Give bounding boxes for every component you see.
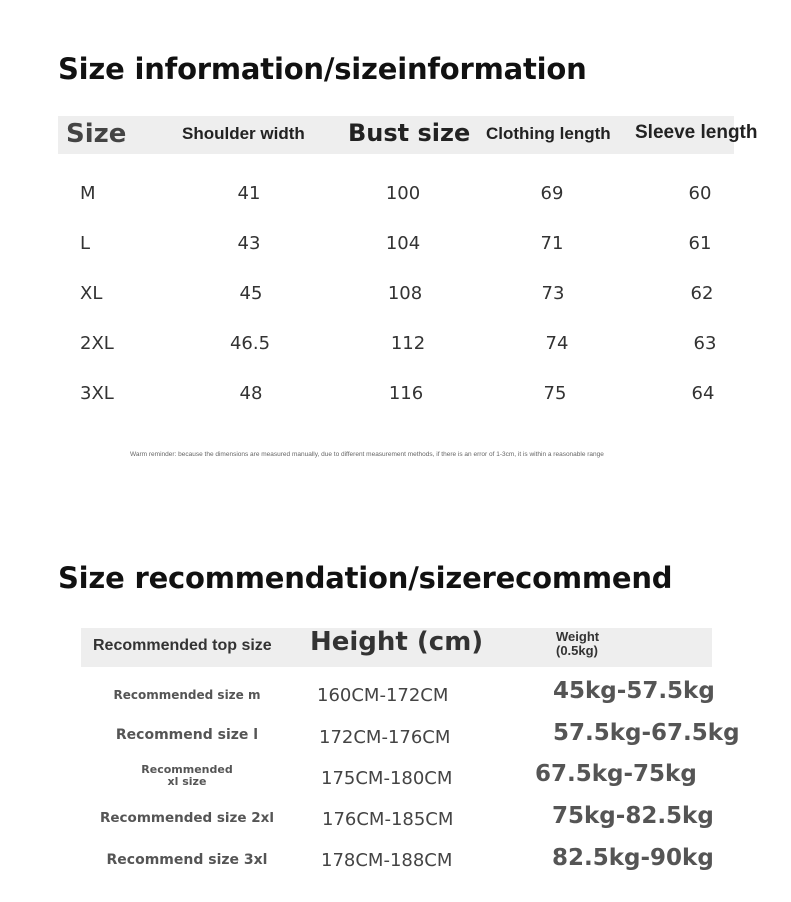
rec-label-xl-line1: Recommended bbox=[141, 763, 233, 776]
length-cell-m: 69 bbox=[540, 183, 564, 204]
rec-weight-xl: 67.5kg-75kg bbox=[535, 761, 697, 787]
header-weight-line1: Weight bbox=[556, 629, 600, 644]
size-rec-title: Size recommendation/sizerecommend bbox=[58, 561, 673, 595]
sleeve-cell-2xl: 63 bbox=[693, 333, 717, 354]
sleeve-cell-3xl: 64 bbox=[691, 383, 715, 404]
size-cell-2xl: 2XL bbox=[80, 333, 114, 354]
header-bust-size: Bust size bbox=[348, 119, 471, 147]
sleeve-cell-m: 60 bbox=[688, 183, 712, 204]
size-cell-3xl: 3XL bbox=[80, 383, 114, 404]
rec-weight-3xl: 82.5kg-90kg bbox=[552, 845, 714, 871]
length-cell-2xl: 74 bbox=[545, 333, 569, 354]
length-cell-3xl: 75 bbox=[543, 383, 567, 404]
shoulder-cell-xl: 45 bbox=[239, 283, 263, 304]
rec-label-m: Recommended size m bbox=[113, 688, 261, 702]
shoulder-cell-m: 41 bbox=[237, 183, 261, 204]
size-cell-xl: XL bbox=[80, 283, 103, 304]
rec-label-3xl: Recommend size 3xl bbox=[106, 852, 268, 868]
header-sleeve-length: Sleeve length bbox=[635, 122, 758, 143]
size-cell-m: M bbox=[80, 183, 96, 204]
rec-height-2xl: 176CM-185CM bbox=[322, 809, 454, 830]
header-weight-line2: (0.5kg) bbox=[556, 643, 598, 658]
rec-label-xl bbox=[141, 764, 232, 788]
bust-cell-2xl: 112 bbox=[390, 333, 426, 354]
header-recommended-top-size: Recommended top size bbox=[93, 637, 272, 654]
header-shoulder-width: Shoulder width bbox=[182, 124, 305, 143]
header-size: Size bbox=[66, 119, 127, 149]
size-cell-l: L bbox=[80, 233, 91, 254]
rec-height-m: 160CM-172CM bbox=[317, 685, 449, 706]
shoulder-cell-3xl: 48 bbox=[239, 383, 263, 404]
rec-label-l: Recommend size l bbox=[115, 727, 259, 743]
rec-label-2xl: Recommended size 2xl bbox=[99, 810, 275, 826]
bust-cell-l: 104 bbox=[385, 233, 421, 254]
header-weight bbox=[556, 630, 599, 658]
shoulder-cell-l: 43 bbox=[237, 233, 261, 254]
rec-weight-l: 57.5kg-67.5kg bbox=[553, 720, 740, 746]
header-height: Height (cm) bbox=[310, 627, 484, 657]
bust-cell-3xl: 116 bbox=[388, 383, 424, 404]
rec-height-3xl: 178CM-188CM bbox=[321, 850, 453, 871]
rec-label-xl-line2: xl size bbox=[167, 775, 207, 788]
bust-cell-m: 100 bbox=[385, 183, 421, 204]
rec-height-xl: 175CM-180CM bbox=[321, 768, 453, 789]
rec-height-l: 172CM-176CM bbox=[319, 727, 451, 748]
header-clothing-length: Clothing length bbox=[486, 124, 611, 143]
bust-cell-xl: 108 bbox=[387, 283, 423, 304]
length-cell-l: 71 bbox=[540, 233, 564, 254]
size-info-title: Size information/sizeinformation bbox=[58, 52, 587, 86]
measurement-note: Warm reminder: because the dimensions are measured manually, due to different measurement methods, if there is an error of 1-3cm, it is within a reasonable range bbox=[130, 451, 604, 458]
shoulder-cell-2xl: 46.5 bbox=[229, 333, 271, 354]
length-cell-xl: 73 bbox=[541, 283, 565, 304]
sleeve-cell-xl: 62 bbox=[690, 283, 714, 304]
rec-weight-m: 45kg-57.5kg bbox=[553, 678, 715, 704]
rec-weight-2xl: 75kg-82.5kg bbox=[552, 803, 714, 829]
sleeve-cell-l: 61 bbox=[688, 233, 712, 254]
